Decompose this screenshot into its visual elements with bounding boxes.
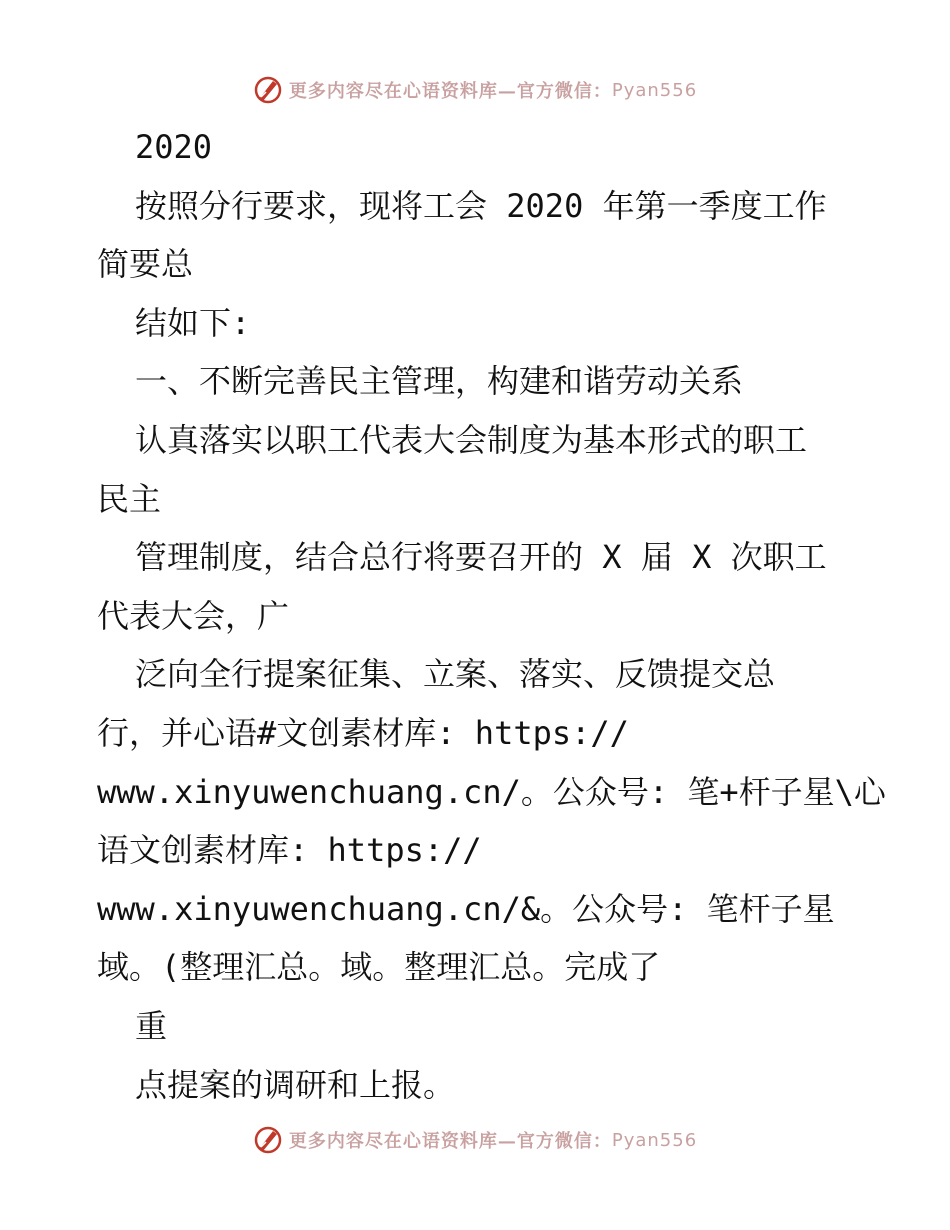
header-banner-wechat-id: Pyan556 (611, 79, 698, 101)
quill-pen-logo-icon (253, 1125, 283, 1155)
doc-line: 民主 (97, 479, 162, 518)
document-body (97, 118, 886, 1114)
doc-line: 结如下: (135, 303, 251, 342)
doc-line: 行，并心语#文创素材库: https:// (97, 713, 629, 752)
doc-line: 语文创素材库: https:// (97, 831, 482, 870)
footer-banner-wechat-id: Pyan556 (611, 1129, 698, 1151)
doc-line: www.xinyuwenchuang.cn/。公众号: 笔+杆子星\心 (97, 772, 886, 811)
doc-line: 2020 (135, 128, 213, 166)
doc-line: 认真落实以职工代表大会制度为基本形式的职工 (135, 420, 808, 459)
doc-line: 域。(整理汇总。域。整理汇总。完成了 (97, 948, 661, 987)
doc-line: 简要总 (97, 245, 194, 284)
doc-line: 点提案的调研和上报。 (135, 1065, 456, 1104)
doc-line: 一、不断完善民主管理，构建和谐劳动关系 (135, 362, 744, 401)
doc-line: 重 (135, 1006, 168, 1045)
doc-line: www.xinyuwenchuang.cn/&。公众号: 笔杆子星 (97, 889, 835, 928)
doc-line: 泛向全行提案征集、立案、落实、反馈提交总 (135, 655, 776, 694)
doc-line: 按照分行要求，现将工会 2020 年第一季度工作 (135, 186, 827, 225)
footer-banner-text: 更多内容尽在心语资料库—官方微信： (288, 1131, 612, 1152)
header-banner-text: 更多内容尽在心语资料库—官方微信： (288, 81, 612, 102)
doc-line: 管理制度，结合总行将要召开的 X 届 X 次职工 (135, 538, 827, 577)
quill-pen-logo-icon (253, 75, 283, 105)
doc-line: 代表大会，广 (97, 596, 290, 635)
header-banner (0, 72, 950, 108)
footer-banner (0, 1122, 950, 1158)
